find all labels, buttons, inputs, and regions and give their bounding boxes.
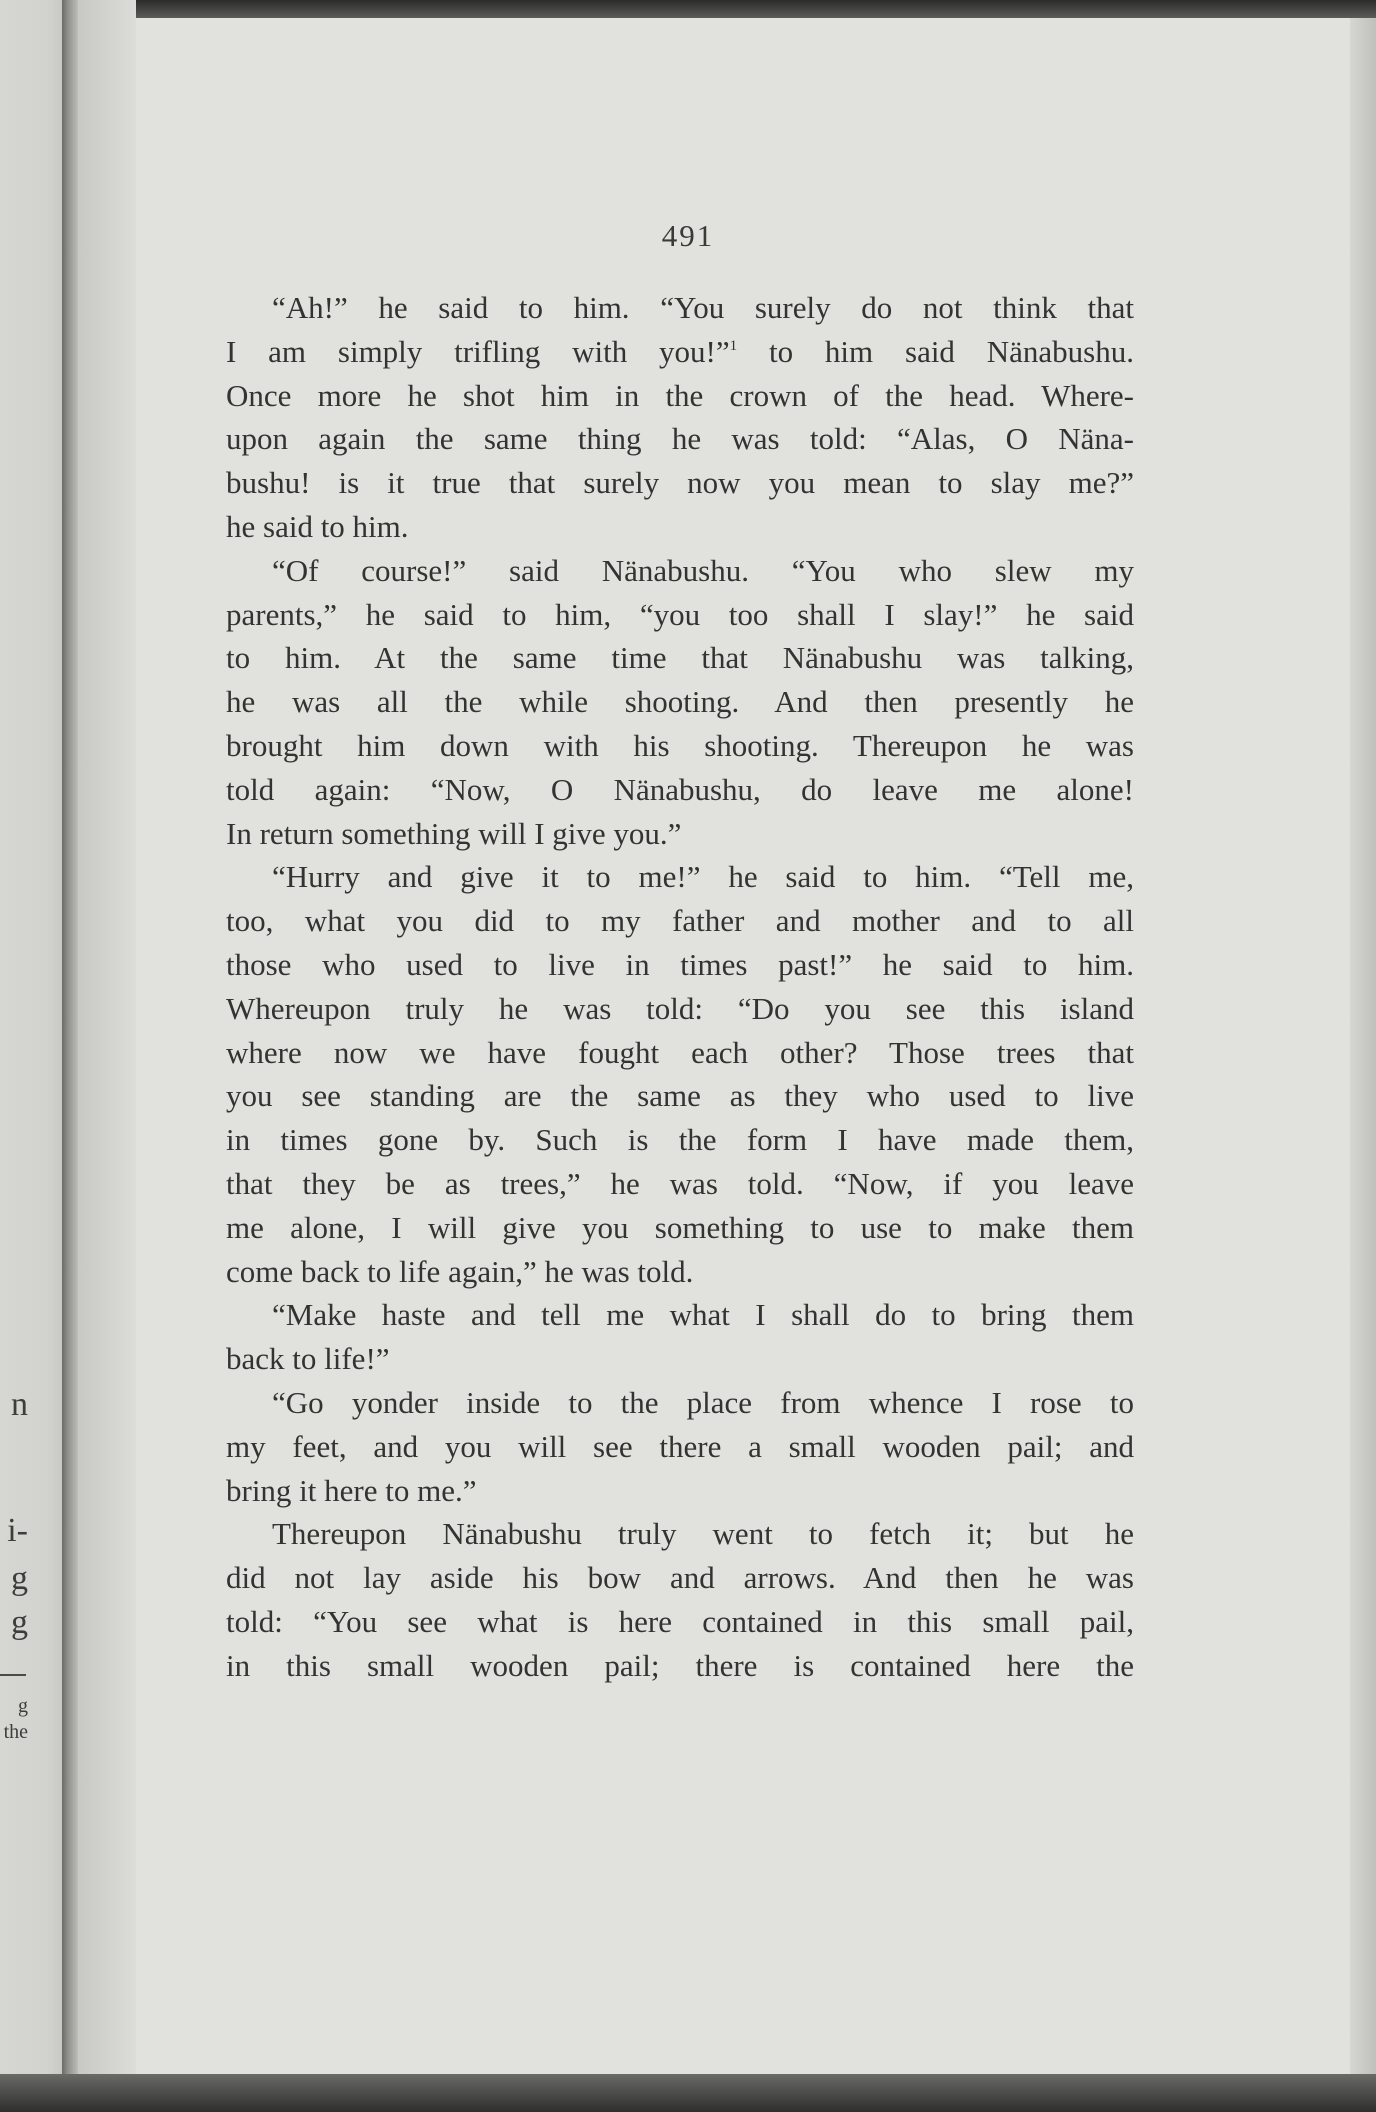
facing-page-fragment: i- [7, 1512, 28, 1549]
text-line-content: where now we have fought each other? Those trees that [226, 1034, 1134, 1070]
text-line [226, 1644, 1134, 1688]
text-line-content: you see standing are the same as they who used to live [226, 1078, 1134, 1114]
text-line-content: to him said Nänabushu. [737, 333, 1135, 369]
facing-page-edge [0, 0, 66, 2112]
text-line [226, 1162, 1134, 1206]
text-line [226, 330, 1134, 374]
text-line-content: my feet, and you will see there a small wooden pail; and [226, 1428, 1134, 1464]
text-line-content: in times gone by. Such is the form I have made them, [226, 1122, 1134, 1158]
text-line-content: Once more he shot him in the crown of the head. Where- [226, 377, 1134, 413]
text-line-content: bring it here to me.” [226, 1472, 477, 1508]
text-line-content: to him. At the same time that Nänabushu was talking, [226, 640, 1134, 676]
text-line-content: come back to life again,” he was told. [226, 1253, 694, 1289]
text-line-content: bushu! is it true that surely now you mean to slay me?” [226, 465, 1134, 501]
text-line-content: those who used to live in times past!” he said to him. [226, 946, 1134, 982]
text-line-content: in this small wooden pail; there is contained here the [226, 1647, 1134, 1683]
text-line [226, 1381, 1134, 1425]
facing-page-fragment: g [11, 1560, 28, 1597]
text-line [226, 680, 1134, 724]
text-line [226, 1337, 1134, 1381]
scan-top-border [0, 0, 1376, 18]
text-line-content: me alone, I will give you something to use to make them [226, 1209, 1134, 1245]
page-body-text [226, 286, 1134, 1688]
text-line [226, 943, 1134, 987]
text-line-content: upon again the same thing he was told: “Alas, O Näna- [226, 421, 1134, 457]
text-line [226, 987, 1134, 1031]
text-line-content: Whereupon truly he was told: “Do you see this island [226, 990, 1134, 1026]
facing-page-fragment: the [3, 1721, 28, 1743]
facing-page-fragment: g [18, 1695, 28, 1717]
text-line [226, 374, 1134, 418]
text-line-content: I am simply trifling with you!” [226, 333, 730, 369]
text-line-content: told again: “Now, O Nänabushu, do leave me alone! [226, 771, 1134, 807]
text-line [226, 1556, 1134, 1600]
text-line [226, 1600, 1134, 1644]
scan-bottom-border [0, 2074, 1376, 2112]
text-line-content: he said to him. [226, 508, 409, 544]
text-line [226, 1031, 1134, 1075]
text-line [226, 899, 1134, 943]
text-line [226, 768, 1134, 812]
text-line [226, 812, 1134, 856]
text-line [226, 724, 1134, 768]
text-line-content: did not lay aside his bow and arrows. And then he was [226, 1560, 1134, 1596]
text-line-content: “Of course!” said Nänabushu. “You who slew my [272, 552, 1134, 588]
text-line [226, 461, 1134, 505]
page-right-edge [1350, 18, 1376, 2078]
text-line-content: Thereupon Nänabushu truly went to fetch it; but he [272, 1516, 1134, 1552]
text-line [226, 1118, 1134, 1162]
text-line [226, 1425, 1134, 1469]
text-line [226, 417, 1134, 461]
text-line [226, 593, 1134, 637]
text-line-content: “Make haste and tell me what I shall do to bring them [272, 1297, 1134, 1333]
text-line [226, 505, 1134, 549]
text-line-content: “Go yonder inside to the place from whence I rose to [272, 1384, 1134, 1420]
footnote-marker: 1 [729, 337, 738, 354]
text-line [226, 1469, 1134, 1513]
text-line-content: brought him down with his shooting. Thereupon he was [226, 727, 1134, 763]
text-line [226, 549, 1134, 593]
text-line-content: parents,” he said to him, “you too shall I slay!” he said [226, 596, 1134, 632]
text-line [226, 1293, 1134, 1337]
facing-page-footnote-rule [0, 1674, 26, 1676]
text-line-content: too, what you did to my father and mother and to all [226, 903, 1134, 939]
text-line [226, 286, 1134, 330]
text-line-content: “Ah!” he said to him. “You surely do not think that [272, 290, 1134, 325]
page-number: 491 [661, 218, 715, 253]
text-line [226, 1206, 1134, 1250]
text-line [226, 1074, 1134, 1118]
text-line-content: told: “You see what is here contained in this small pail, [226, 1603, 1134, 1639]
text-line-content: In return something will I give you.” [226, 815, 682, 851]
text-line-content: “Hurry and give it to me!” he said to him. “Tell me, [272, 859, 1134, 895]
text-line-content: that they be as trees,” he was told. “Now, if you leave [226, 1165, 1134, 1201]
book-gutter-shadow [62, 0, 78, 2112]
facing-page-fragment: n [11, 1386, 28, 1423]
text-line-content: back to life!” [226, 1341, 390, 1377]
facing-page-fragment: g [11, 1604, 28, 1641]
book-gutter-fade [78, 0, 136, 2112]
text-line [226, 1512, 1134, 1556]
text-line [226, 636, 1134, 680]
text-line-content: he was all the while shooting. And then presently he [226, 684, 1134, 720]
text-line [226, 855, 1134, 899]
text-line [226, 1250, 1134, 1294]
